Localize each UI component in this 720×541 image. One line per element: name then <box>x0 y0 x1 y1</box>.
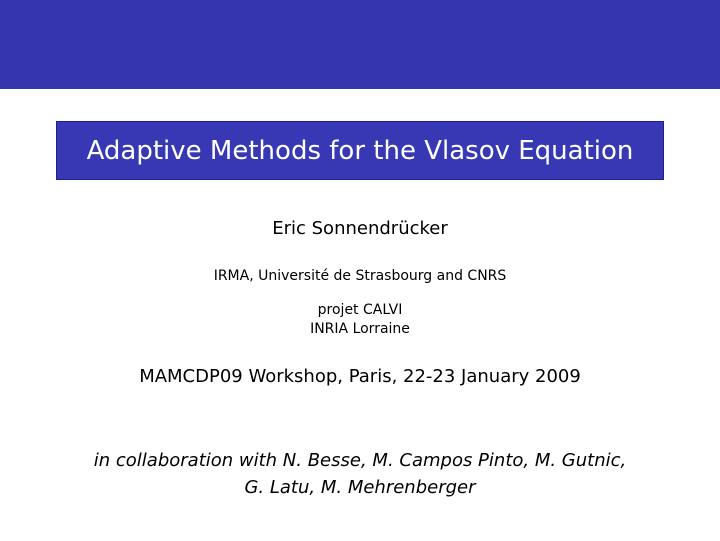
title-box <box>56 121 664 180</box>
venue-date: MAMCDP09 Workshop, Paris, 22-23 January 2009 <box>139 366 581 387</box>
project-name: projet CALVI <box>317 302 403 318</box>
header-band <box>0 0 720 89</box>
slide-title: Adaptive Methods for the Vlasov Equation <box>86 135 634 166</box>
collaborators-line-2: G. Latu, M. Mehrenberger <box>244 477 476 498</box>
institution: INRIA Lorraine <box>310 321 410 337</box>
author-name: Eric Sonnendrücker <box>272 218 448 239</box>
collaborators-line-1: in collaboration with N. Besse, M. Campos Pinto, M. Gutnic, <box>93 450 627 471</box>
affiliation: IRMA, Université de Strasbourg and CNRS <box>213 268 507 284</box>
